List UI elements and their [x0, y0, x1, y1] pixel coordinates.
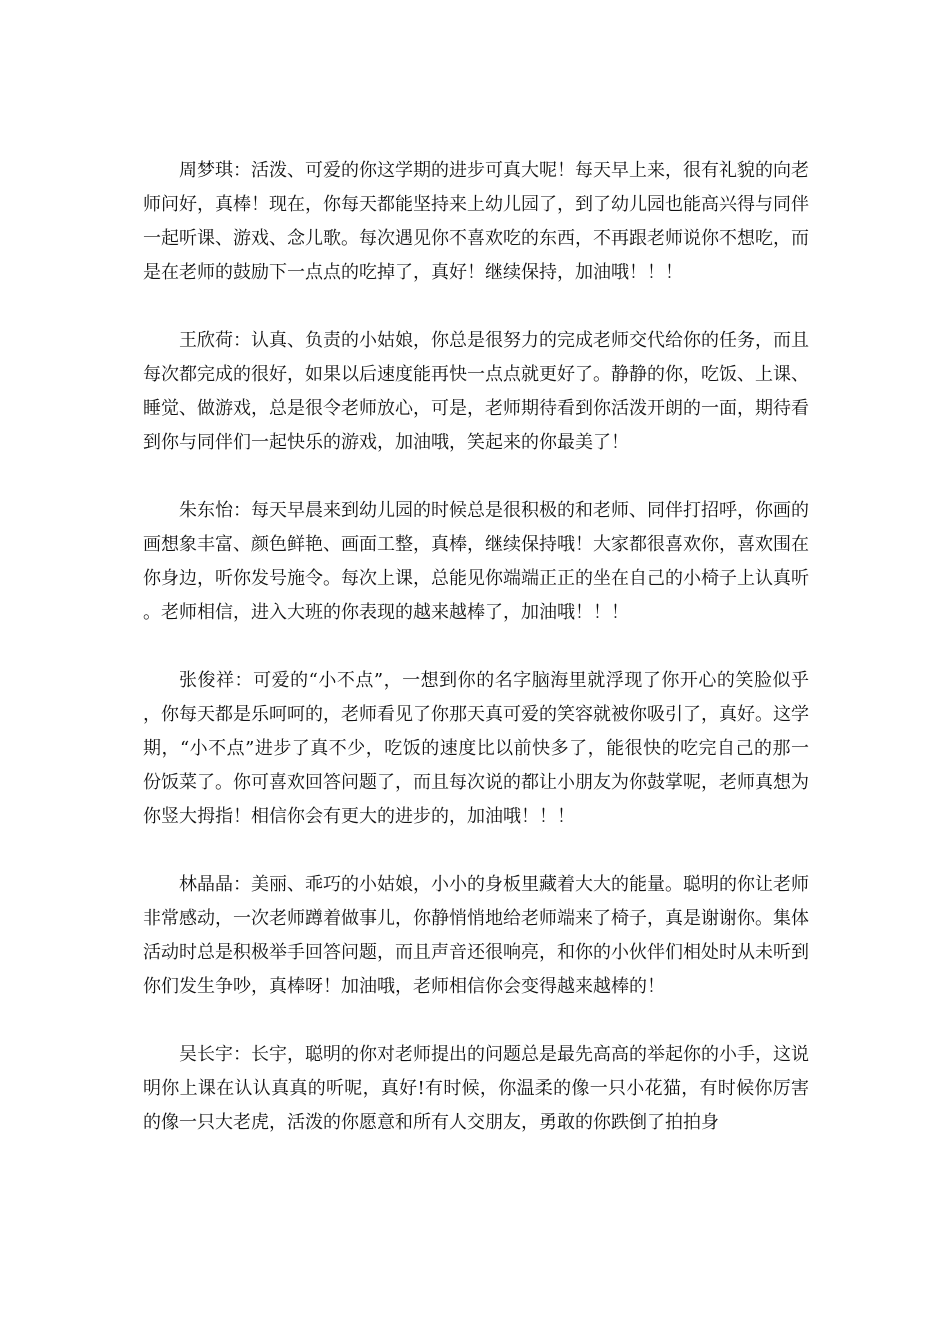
document-body	[143, 154, 809, 1174]
comment-paragraph-zhu-dongyi: 朱东怡：每天早晨来到幼儿园的时候总是很积极的和老师、同伴打招呼，你画的画想象丰富、颜色鲜艳、画面工整，真棒，继续保持哦！大家都很喜欢你，喜欢围在你身边，听你发号施令。每次上课，总能见你端端正正的坐在自己的小椅子上认真听。老师相信，进入大班的你表现的越来越棒了，加油哦！！！	[143, 500, 809, 623]
comment-paragraph-wu-changyu: 吴长宇：长宇，聪明的你对老师提出的问题总是最先高高的举起你的小手，这说明你上课在认认真真的听呢，真好!有时候，你温柔的像一只小花猫，有时候你厉害的像一只大老虎，活泼的你愿意和所有人交朋友，勇敢的你跌倒了拍拍身	[143, 1044, 809, 1133]
comment-paragraph-wang-xinhe: 王欣荷：认真、负责的小姑娘，你总是很努力的完成老师交代给你的任务，而且每次都完成的很好，如果以后速度能再快一点点就更好了。静静的你，吃饭、上课、睡觉、做游戏，总是很令老师放心，可是，老师期待看到你活泼开朗的一面，期待看到你与同伴们一起快乐的游戏，加油哦，笑起来的你最美了！	[143, 330, 809, 453]
comment-paragraph-lin-jingjing: 林晶晶：美丽、乖巧的小姑娘，小小的身板里藏着大大的能量。聪明的你让老师非常感动，一次老师蹲着做事儿，你静悄悄地给老师端来了椅子，真是谢谢你。集体活动时总是积极举手回答问题，而且声音还很响亮，和你的小伙伴们相处时从未听到你们发生争吵，真棒呀！加油哦，老师相信你会变得越来越棒的！	[143, 874, 809, 997]
comment-paragraph-zhou-mengqi: 周梦琪：活泼、可爱的你这学期的进步可真大呢！每天早上来，很有礼貌的向老师问好，真棒！现在，你每天都能坚持来上幼儿园了，到了幼儿园也能高兴得与同伴一起听课、游戏、念儿歌。每次遇见你不喜欢吃的东西，不再跟老师说你不想吃，而是在老师的鼓励下一点点的吃掉了，真好！继续保持，加油哦！！！	[143, 160, 809, 283]
comment-paragraph-zhang-junxiang: 张俊祥：可爱的“小不点”，一想到你的名字脑海里就浮现了你开心的笑脸似乎，你每天都是乐呵呵的，老师看见了你那天真可爱的笑容就被你吸引了，真好。这学期，“小不点”进步了真不少，吃饭的速度比以前快多了，能很快的吃完自己的那一份饭菜了。你可喜欢回答问题了，而且每次说的都让小朋友为你鼓掌呢，老师真想为你竖大拇指！相信你会有更大的进步的，加油哦！！！	[143, 670, 809, 827]
